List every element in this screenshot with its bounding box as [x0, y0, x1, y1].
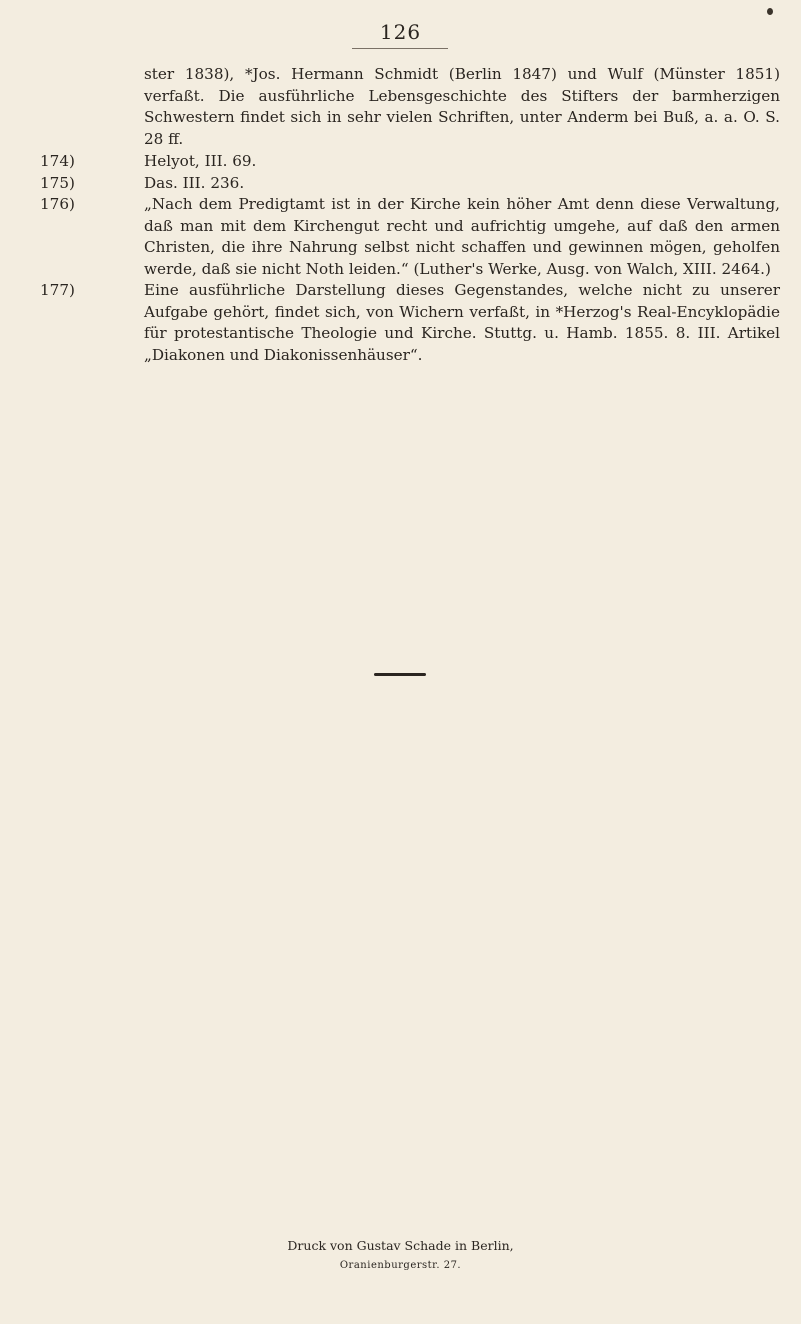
printer-imprint — [0, 1236, 801, 1276]
footnote-text: „Nach dem Predigtamt ist in der Kirche kein höher Amt denn diese Verwaltung, daß man mit dem Kirchengut recht und aufrichtig umgehe, auf daß den armen Christen, die ihre Nahrung selbst nicht schaffen und gewinnen mögen, geholfen werde, daß sie nicht Noth leiden.“ (Luther's Werke, Ausg. von Walch, XIII. 2464.) — [144, 195, 780, 278]
footnote-number: 176) — [40, 195, 75, 213]
footnote-text: Das. III. 236. — [144, 173, 245, 192]
footnote-text: Eine ausführliche Darstellung dieses Gegenstandes, welche nicht zu unserer Aufgabe gehört, findet sich, von Wichern verfaßt, in *Herzog's Real-Encyklopädie für protestantische Theologie und Kirche. Stuttg. u. Hamb. 1855. 8. III. Artikel „Diakonen und Diakonissenhäuser“. — [144, 281, 780, 364]
printer-name: Druck von Gustav Schade in Berlin, — [287, 1238, 514, 1253]
footnote-175 — [40, 173, 780, 195]
footnotes — [40, 64, 780, 366]
footnote-number: 177) — [40, 281, 75, 299]
footnote-continuation — [40, 64, 780, 150]
footnote-176 — [40, 194, 780, 280]
page-number-underline — [352, 48, 448, 49]
ink-spot — [767, 8, 773, 15]
footnote-174 — [40, 151, 780, 173]
closing-rule — [374, 673, 426, 676]
printer-address: Oranienburgerstr. 27. — [339, 1260, 462, 1271]
footnote-number: 175) — [40, 173, 75, 192]
page-number: 126 — [379, 20, 422, 44]
footnote-text: Helyot, III. 69. — [144, 152, 257, 170]
footnote-number: 174) — [40, 152, 75, 170]
footnote-177 — [40, 280, 780, 366]
footnote-text: ster 1838), *Jos. Hermann Schmidt (Berlin 1847) und Wulf (Münster 1851) verfaßt. Die ausführliche Lebensgeschichte des Stifters der barmherzigen Schwestern findet sich in sehr vielen Schriften, unter Anderm bei Buß, a. a. O. S. 28 ff. — [144, 65, 780, 148]
